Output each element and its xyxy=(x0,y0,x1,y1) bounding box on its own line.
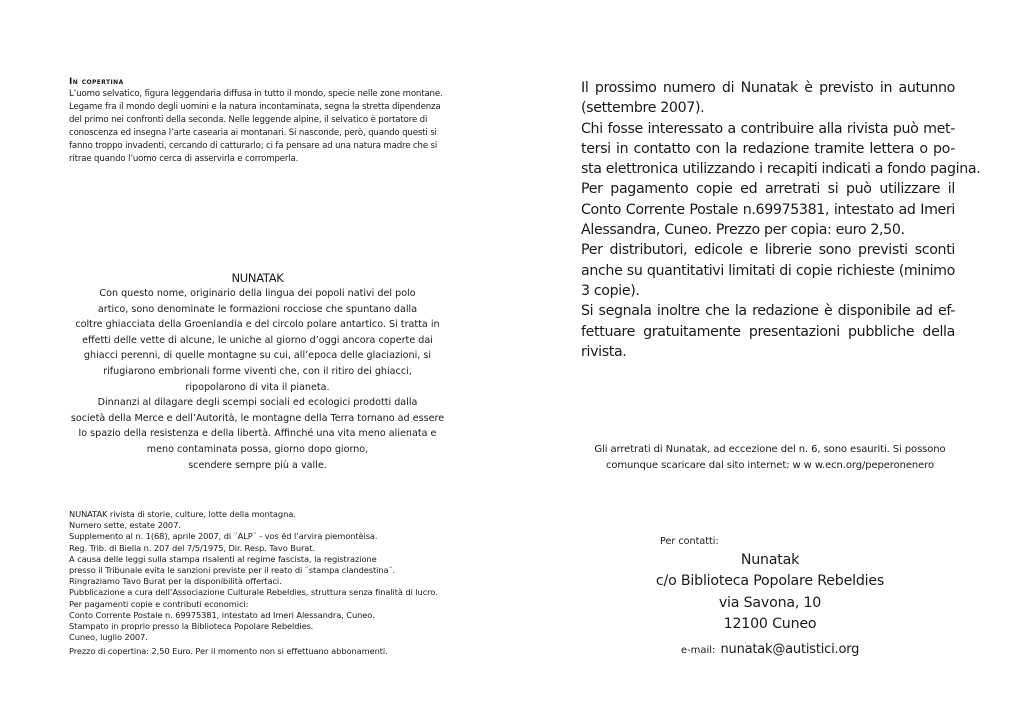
cover-line: fanno troppo invadenti, cercando di catturarlo; ci fa pensare ad una natura madre che si xyxy=(69,141,438,152)
nunatak-text xyxy=(60,286,455,473)
info-line: Il prossimo numero di Nunatak è previsto in autunno xyxy=(581,80,955,96)
nunatak-line: rifugiarono embrionali forme viventi che, con il ritiro dei ghiacci, xyxy=(103,365,412,377)
colophon-line: Reg. Trib. di Biella n. 207 del 7/5/1975, Dir. Resp. Tavo Burat. xyxy=(69,542,315,553)
cover-heading: In copertina xyxy=(69,77,124,87)
cover-line: L’uomo selvatico, figura leggendaria diffusa in tutto il mondo, specie nelle zone montane. xyxy=(69,89,443,99)
info-line: Chi fosse interessato a contribuire alla rivista può met- xyxy=(581,120,955,137)
cover-text xyxy=(69,88,449,167)
info-line: Per pagamento copie ed arretrati si può utilizzare il xyxy=(581,181,955,198)
colophon-line: Stampato in proprio presso la Biblioteca Popolare Rebeldies. xyxy=(69,621,314,632)
contact-address xyxy=(620,550,920,657)
nunatak-line: società della Merce e dell’Autorità, le montagne della Terra tornano ad essere xyxy=(70,412,445,424)
nunatak-line: artico, sono denominate le formazioni rocciose che spuntano dalla xyxy=(97,303,418,315)
colophon-line: Cuneo, luglio 2007. xyxy=(69,632,148,643)
info-line: anche su quantitativi limitati di copie richieste (minimo xyxy=(581,262,955,279)
info-line: 3 copie). xyxy=(581,282,640,299)
nunatak-line: Dinnanzi al dilagare degli scempi sociali ed ecologici prodotti dalla xyxy=(97,397,418,409)
colophon-line: NUNATAK rivista di storie, culture, lotte della montagna. xyxy=(69,509,296,519)
contact-name: Nunatak xyxy=(740,552,800,568)
info-line: sta elettronica utilizzando i recapiti indicati a fondo pagina. xyxy=(581,161,981,178)
colophon-line: A causa delle leggi sulla stampa risalenti al regime fascista, la registrazione xyxy=(69,553,377,564)
info-line: rivista. xyxy=(581,343,627,360)
cover-line: del primo nei confronti della seconda. Nelle leggende alpine, il selvatico è portatore di xyxy=(69,115,428,126)
nunatak-line: meno contaminata possa, giorno dopo giorno, xyxy=(146,443,369,455)
colophon-line: Conto Corrente Postale n. 69975381, intestato ad Imeri Alessandra, Cuneo. xyxy=(69,609,375,620)
cover-line: ritrae quando l’uomo cerca di asservirla e corromperla. xyxy=(69,154,299,165)
nunatak-line: coltre ghiacciata della Groenlandia e del circolo polare antartico. Si tratta in xyxy=(75,319,440,331)
back-issues-note xyxy=(560,442,980,474)
info-line: tersi in contatto con la redazione tramite lettera o po- xyxy=(581,140,955,157)
nunatak-line: scendere sempre più a valle. xyxy=(188,459,327,471)
nunatak-line: ripopolarono di vita il pianeta. xyxy=(185,381,330,393)
contact-line: via Savona, 10 xyxy=(718,594,822,611)
info-line: fettuare gratuitamente presentazioni pubbliche della xyxy=(581,323,955,340)
email-label: e-mail: xyxy=(680,644,716,656)
nunatak-title: NUNATAK xyxy=(231,271,284,285)
info-line: Alessandra, Cuneo. Prezzo per copia: euro 2,50. xyxy=(581,222,905,239)
cover-line: conoscenza ed insegna l’arte casearia ai montanari. Si nasconde, però, quando questi si xyxy=(69,128,437,139)
info-line: (settembre 2007). xyxy=(581,100,705,117)
nunatak-line: Con questo nome, originario della lingua dei popoli nativi del polo xyxy=(99,288,416,299)
info-line: Si segnala inoltre che la redazione è disponibile ad ef- xyxy=(581,303,955,320)
contact-line: c/o Biblioteca Popolare Rebeldies xyxy=(655,573,885,590)
colophon-line: Supplemento al n. 1(68), aprile 2007, di ¨ALP¨ - vos ëd l’arvira piemontèisa. xyxy=(69,531,378,542)
colophon-line: Numero sette, estate 2007. xyxy=(69,520,181,531)
info-line: Per distributori, edicole e librerie sono previsti sconti xyxy=(581,242,955,259)
arretrati-line: Gli arretrati di Nunatak, ad eccezione del n. 6, sono esauriti. Si possono xyxy=(594,444,946,455)
contact-label: Per contatti: xyxy=(660,536,719,547)
colophon-price: Prezzo di copertina: 2,50 Euro. Per il momento non si effettuano abbonamenti. xyxy=(69,646,388,657)
colophon-line: presso il Tribunale evita le sanzioni previste per il reato di ¨stampa clandestina¨. xyxy=(69,565,396,576)
cover-note xyxy=(69,76,449,167)
colophon-line: Per pagamenti copie e contributi economici: xyxy=(69,598,249,609)
colophon-line: Ringraziamo Tavo Burat per la disponibilità offertaci. xyxy=(69,576,282,587)
nunatak-line: effetti delle vette di alcune, le uniche al giorno d’oggi ancora coperte dai xyxy=(82,334,433,346)
nunatak-definition xyxy=(60,270,455,473)
next-issue-info xyxy=(581,78,981,362)
cover-line: Legame fra il mondo degli uomini e la natura incontaminata, segna la stretta dipendenza xyxy=(69,102,441,113)
email-link[interactable]: nunatak@autistici.org xyxy=(720,641,860,657)
colophon xyxy=(69,509,449,658)
colophon-line: Pubblicazione a cura dell’Associazione Culturale Rebeldies, struttura senza finalità di lucro. xyxy=(69,587,438,598)
contact-line: 12100 Cuneo xyxy=(723,616,817,633)
info-line: Conto Corrente Postale n.69975381, intestato ad Imeri xyxy=(581,201,955,218)
contact-email-row xyxy=(620,638,920,657)
arretrati-line: comunque scaricare dal sito internet: w w w.ecn.org/peperonenero xyxy=(605,460,935,471)
nunatak-line: lo spazio della resistenza e della libertà. Affinché una vita meno alienata e xyxy=(78,428,437,440)
nunatak-line: ghiacci perenni, di quelle montagne su cui, all’epoca delle glaciazioni, si xyxy=(83,350,432,362)
